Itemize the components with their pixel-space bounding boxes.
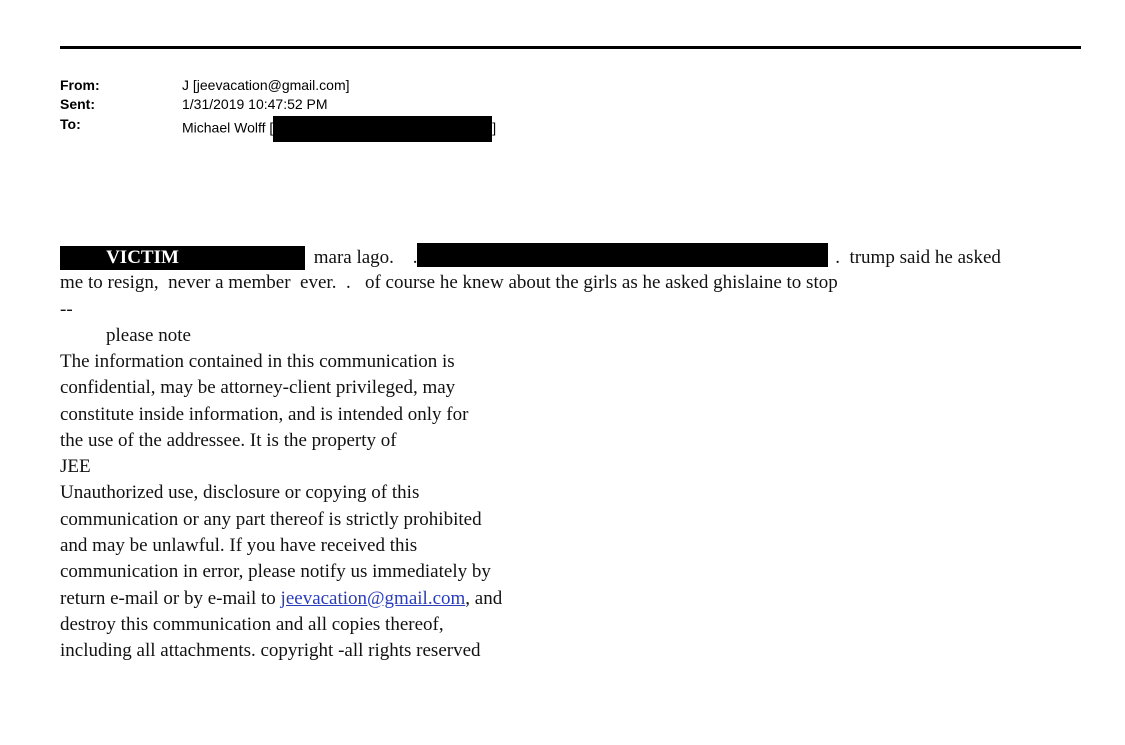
message-segment-1: mara lago. xyxy=(313,247,394,268)
disclaimer-line: communication or any part thereof is strictly prohibited xyxy=(60,508,482,530)
please-note: please note xyxy=(106,325,191,346)
disclaimer-line: destroy this communication and all copies thereof, xyxy=(60,613,444,635)
return-prefix: return e-mail or by e-mail to xyxy=(60,587,281,609)
message-segment-1b: . xyxy=(412,247,418,268)
to-label: To: xyxy=(60,116,81,132)
top-rule xyxy=(60,46,1081,49)
disclaimer-line: Unauthorized use, disclosure or copying of this xyxy=(60,482,420,504)
disclaimer-line: the use of the addressee. It is the property of xyxy=(60,429,397,451)
from-label: From: xyxy=(60,77,100,93)
sent-label: Sent: xyxy=(60,96,95,112)
disclaimer-line-return xyxy=(60,586,502,612)
from-value: J [jeevacation@gmail.com] xyxy=(182,77,350,93)
to-name: Michael Wolff [ xyxy=(182,119,274,136)
disclaimer-line: constitute inside information, and is intended only for xyxy=(60,403,469,425)
disclaimer-line: including all attachments. copyright -all rights reserved xyxy=(60,640,481,662)
email-link[interactable]: jeevacation@gmail.com xyxy=(280,587,466,609)
sent-value: 1/31/2019 10:47:52 PM xyxy=(182,96,328,112)
message-line-1 xyxy=(60,243,1001,271)
disclaimer-line: The information contained in this communication is xyxy=(60,351,455,372)
to-close: ] xyxy=(492,119,497,136)
disclaimer-line: and may be unlawful. If you have received this xyxy=(60,535,418,557)
disclaimer-line: confidential, may be attorney-client privileged, may xyxy=(60,377,456,399)
disclaimer-line: communication in error, please notify us immediately by xyxy=(60,561,491,583)
victim-label: VICTIM xyxy=(106,247,179,268)
redaction-box xyxy=(417,243,828,267)
disclaimer-line: JEE xyxy=(60,456,91,478)
signature-separator: -- xyxy=(60,299,73,320)
return-suffix: , and xyxy=(465,587,503,609)
redaction-box xyxy=(273,116,492,142)
disclaimer xyxy=(60,349,502,665)
victim-redaction xyxy=(60,246,305,270)
message-segment-2: . trump said he asked xyxy=(835,247,1001,268)
to-value xyxy=(182,116,496,142)
message-line-2: me to resign, never a member ever. . of course he knew about the girls as he asked ghislaine to stop xyxy=(60,272,838,293)
